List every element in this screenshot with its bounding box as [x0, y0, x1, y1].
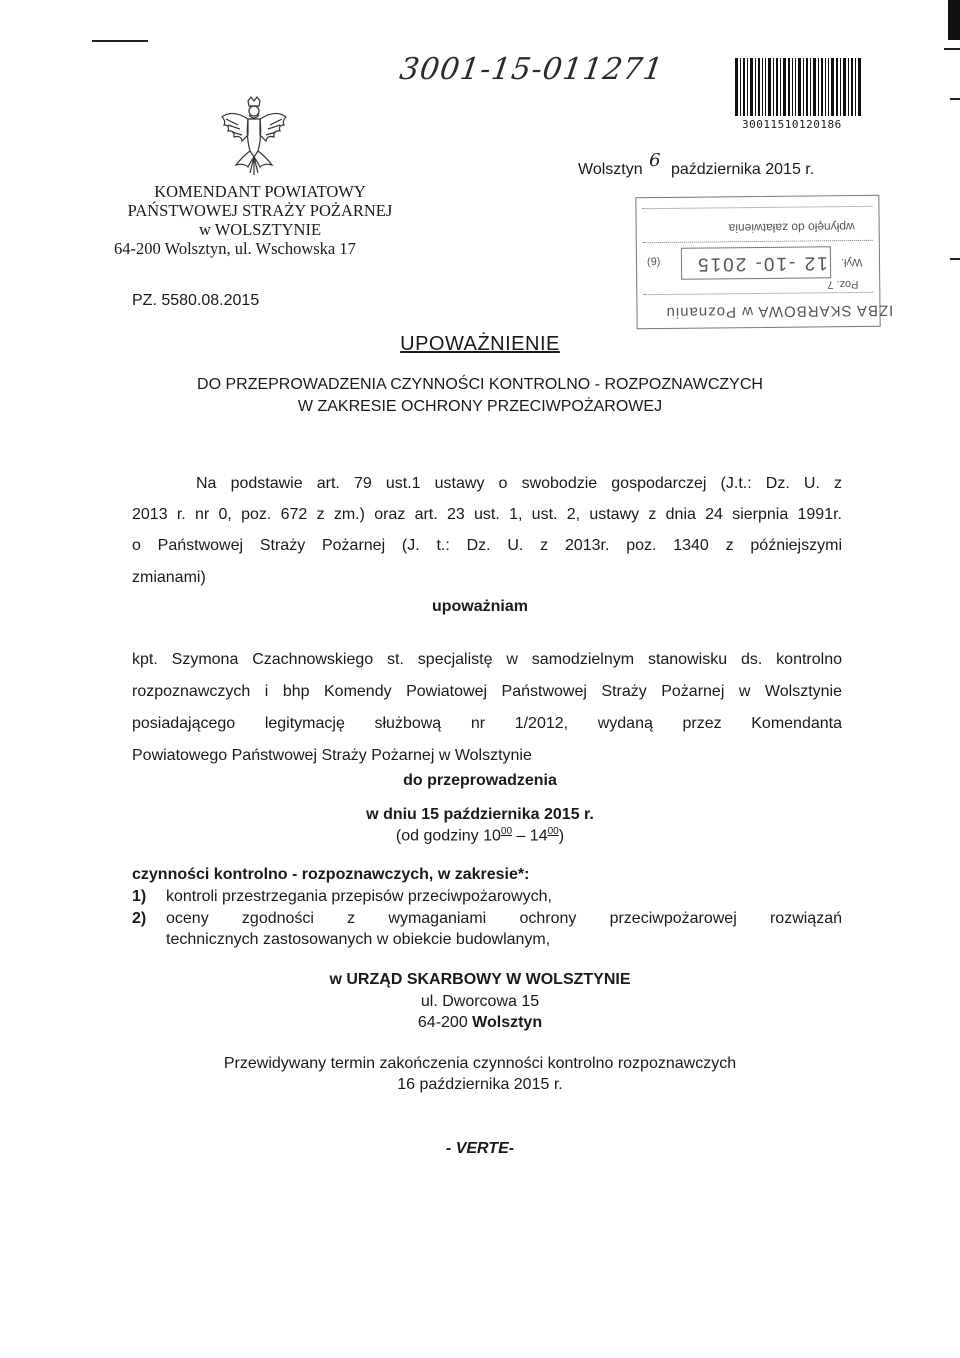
inspected-entity-street: ul. Dworcowa 15 — [420, 993, 540, 1010]
barcode-number: 300115101201​86 — [742, 118, 842, 131]
activity-item-continuation: technicznych zastosowanych w obiekcie budowlanym, — [166, 931, 551, 948]
place: Wolsztyn — [578, 161, 643, 178]
issuer-organization: PAŃSTWOWEJ STRAŻY POŻARNEJ — [127, 201, 393, 220]
date-rest: października 2015 r. — [670, 161, 815, 178]
scan-edge-mark — [948, 0, 960, 40]
stamp-dotted-line — [643, 292, 873, 295]
activity-item: 1) kontroli przestrzegania przepisów przeciwpożarowych, — [132, 888, 552, 905]
stamp-dotted-line — [643, 240, 873, 243]
inspected-entity-city: 64-200 Wolsztyn — [417, 1014, 543, 1031]
place-and-date — [578, 150, 815, 179]
handwritten-day: 6 — [649, 150, 661, 171]
stamp-date-box — [681, 246, 831, 280]
handwritten-case-number: 3001-15-011271 — [397, 52, 666, 87]
barcode — [735, 58, 863, 116]
scan-edge-mark — [944, 48, 960, 50]
stamp-institution: IZBA SKARBOWA w Poznaniu — [665, 301, 894, 321]
inspection-hours: (od godziny $10^{00} - 14^{00}$) — [395, 826, 565, 845]
inspected-entity: w URZĄD SKARBOWY W WOLSZTYNIE — [329, 971, 631, 988]
stamp-date: 12 -10- 2015 — [695, 252, 828, 275]
to-conduct-heading: do przeprowadzenia — [403, 772, 557, 789]
issuer-address: 64-200 Wolsztyn, ul. Wschowska 17 — [114, 239, 356, 258]
stamp-side-text: Wył. — [840, 255, 863, 269]
scan-edge-mark — [950, 258, 960, 260]
activities-heading: czynności kontrolno - rozpoznawczych, w zakresie*: — [132, 866, 530, 883]
scan-edge-mark — [950, 98, 960, 100]
document-subtitle-line: W ZAKRESIE OCHRONY PRZECIWPOŻAROWEJ — [297, 398, 663, 415]
document-title: UPOWAŻNIENIE — [400, 333, 560, 355]
authorized-person-line: kpt. Szymona Czachnowskiego st. specjalistę w samodzielnym stanowisku ds. kontrolno — [132, 651, 842, 668]
issuer-header — [100, 182, 420, 258]
registry-stamp — [635, 195, 894, 330]
legal-basis-line: zmianami) — [132, 569, 206, 586]
authorize-word: upoważniam — [431, 598, 528, 615]
stamp-received-text: wpłynęło do załatwienia — [728, 219, 855, 236]
document-subtitle-line: DO PRZEPROWADZENIA CZYNNOŚCI KONTROLNO - ROZPOZNAWCZYCH — [197, 376, 763, 393]
verte-note: - VERTE- — [445, 1140, 515, 1157]
legal-basis-line: Na podstawie art. 79 ust.1 ustawy o swobodzie gospodarczej (J.t.: Dz. U. z — [196, 475, 842, 492]
issuer-title: KOMENDANT POWIATOWY — [154, 182, 366, 201]
authorized-person-line: Powiatowego Państwowej Straży Pożarnej w Wolsztynie — [132, 747, 532, 764]
scan-artifact-line — [92, 40, 148, 42]
legal-basis-line: o Państwowej Straży Pożarnej (J. t.: Dz. U. z 2013r. poz. 1340 z późniejszymi — [132, 537, 842, 554]
reference-number: PZ. 5580.08.2015 — [132, 292, 260, 309]
stamp-code: (9) — [646, 256, 661, 269]
stamp-dotted-line — [642, 206, 872, 209]
end-term-date: 16 października 2015 r. — [397, 1076, 563, 1093]
authorized-person-line: posiadającego legitymację służbową nr 1/2012, wydaną przez Komendanta — [132, 715, 842, 732]
inspection-date: w dniu 15 października 2015 r. — [366, 806, 594, 823]
legal-basis-line: 2013 r. nr 0, poz. 672 z zm.) oraz art. 23 ust. 1, ust. 2, ustawy z dnia 24 sierpnia 1991r. — [132, 506, 842, 523]
stamp-small-text: Poz. 7 — [827, 277, 859, 291]
eagle-emblem-icon — [218, 95, 290, 177]
activity-item: 2) oceny zgodności z wymaganiami ochrony przeciwpożarowej rozwiązań — [132, 910, 842, 927]
end-term-line: Przewidywany termin zakończenia czynności kontrolno rozpoznawczych — [223, 1055, 737, 1072]
issuer-location: w WOLSZTYNIE — [198, 220, 322, 239]
authorized-person-line: rozpoznawczych i bhp Komendy Powiatowej Państwowej Straży Pożarnej w Wolsztynie — [132, 683, 842, 700]
